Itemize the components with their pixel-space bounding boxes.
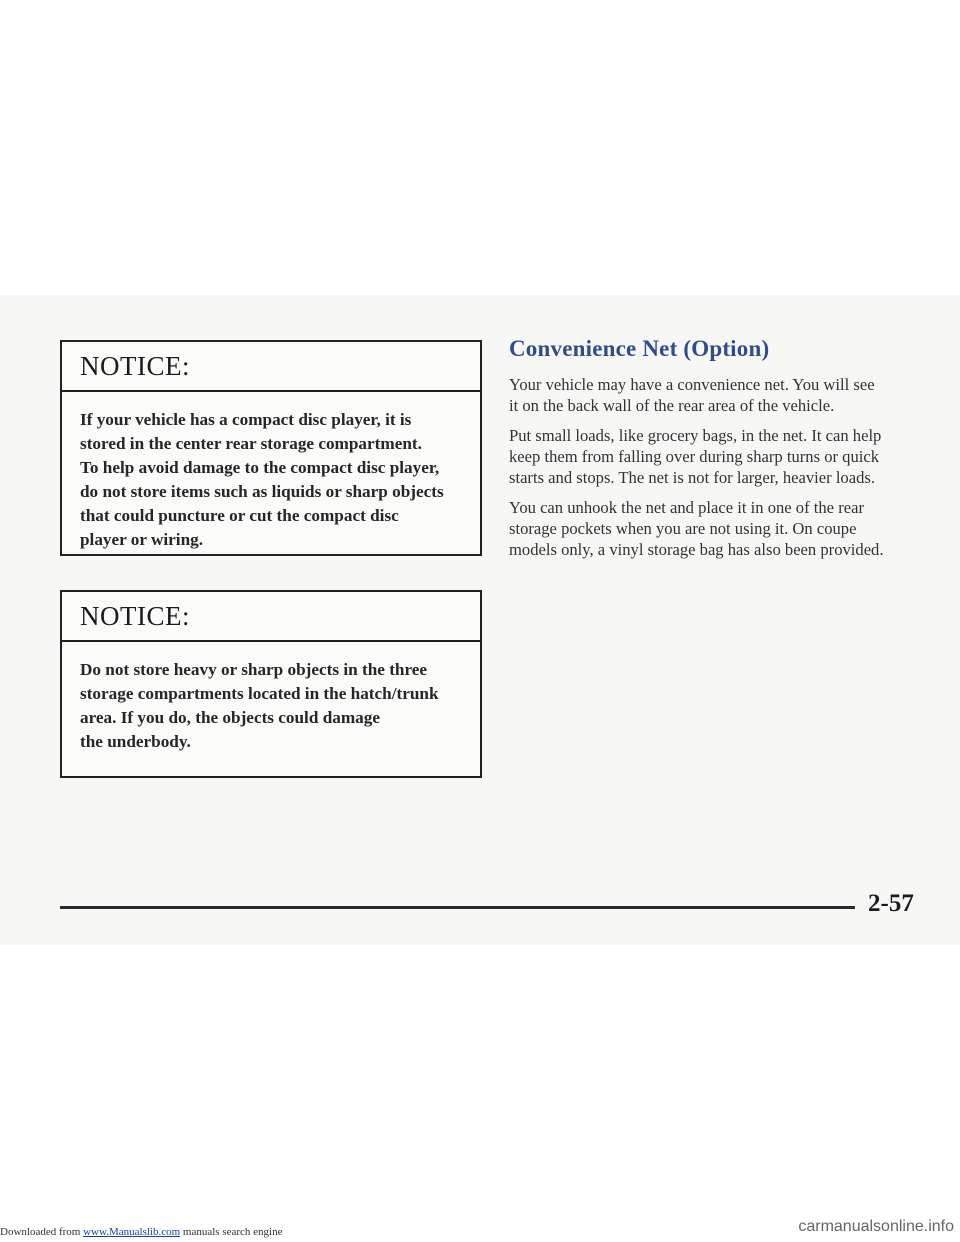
paragraph-line: Put small loads, like grocery bags, in the net. It can help [509, 426, 882, 445]
notice-header [62, 592, 480, 642]
download-footer [0, 1226, 282, 1238]
notice-line: To help avoid damage to the compact disc player, [80, 458, 440, 477]
paragraph [509, 497, 939, 560]
manualslib-link[interactable]: www.Manualslib.com [83, 1226, 181, 1238]
section-heading: Convenience Net (Option) [509, 336, 770, 361]
notice-title: NOTICE: [80, 350, 190, 381]
notice-line: player or wiring. [80, 530, 204, 549]
notice-line: that could puncture or cut the compact disc [80, 506, 399, 525]
notice-line: stored in the center rear storage compartment. [80, 434, 422, 453]
paragraph-line: keep them from falling over during sharp turns or quick [509, 447, 880, 466]
paragraph [509, 425, 939, 488]
paragraph [509, 374, 939, 416]
footer-suffix: manuals search engine [182, 1226, 283, 1238]
page-number: 2-57 [868, 890, 914, 917]
watermark-site: carmanualsonline.info [798, 1218, 954, 1235]
convenience-net-section [509, 336, 939, 569]
notice-line: If your vehicle has a compact disc player, it is [80, 410, 412, 429]
paragraph-line: starts and stops. The net is not for larger, heavier loads. [509, 468, 876, 487]
paragraph-line: Your vehicle may have a convenience net. You will see [509, 375, 875, 394]
notice-line: the underbody. [80, 732, 191, 751]
footer-prefix: Downloaded from [0, 1226, 81, 1238]
notice-line: area. If you do, the objects could damage [80, 708, 380, 727]
paragraph-line: storage pockets when you are not using it. On coupe [509, 519, 857, 538]
notice-header [62, 342, 480, 392]
notice-line: Do not store heavy or sharp objects in the three [80, 660, 428, 679]
notice-body [62, 392, 480, 568]
notice-box-compact-disc [60, 340, 482, 556]
footer-rule [60, 906, 855, 909]
notice-box-heavy-objects [60, 590, 482, 778]
paragraph-line: You can unhook the net and place it in one of the rear [509, 498, 864, 517]
paragraph-line: it on the back wall of the rear area of the vehicle. [509, 396, 835, 415]
notice-body [62, 642, 480, 770]
paragraph-line: models only, a vinyl storage bag has also been provided. [509, 540, 884, 559]
notice-line: storage compartments located in the hatch/trunk [80, 684, 439, 703]
notice-title: NOTICE: [80, 600, 190, 631]
notice-line: do not store items such as liquids or sharp objects [80, 482, 444, 501]
